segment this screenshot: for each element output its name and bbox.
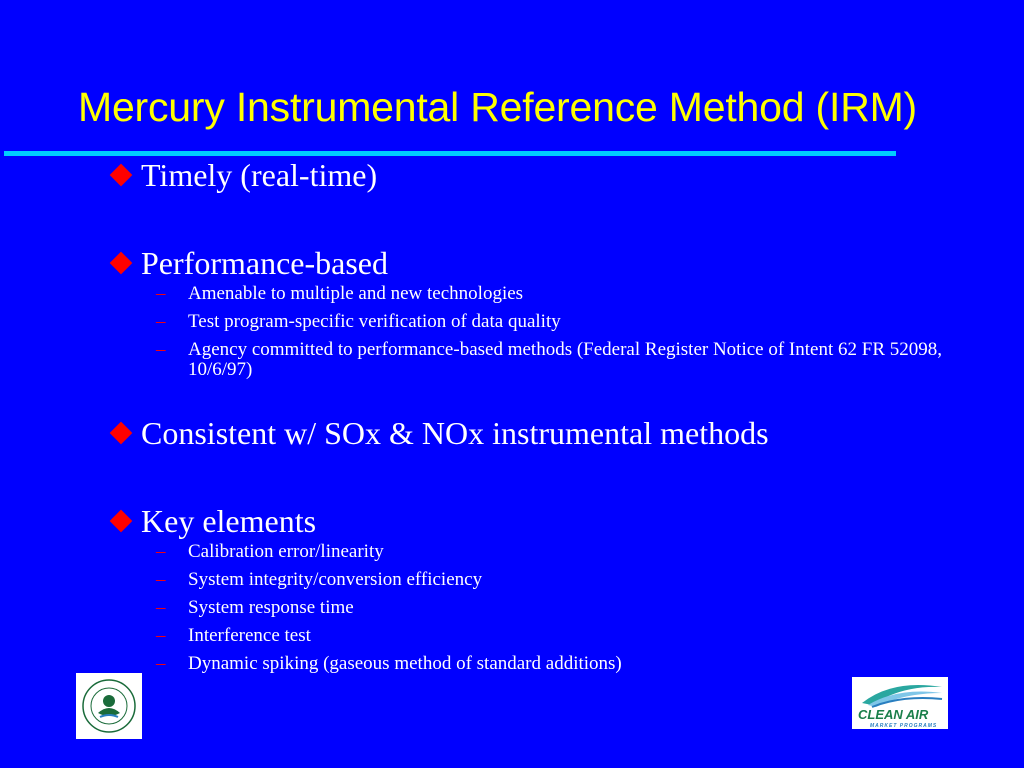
sub-bullet xyxy=(156,626,988,646)
dash-glyph: – xyxy=(156,653,166,674)
bullet-text: Timely (real-time) xyxy=(141,157,378,193)
epa-logo xyxy=(76,673,142,739)
sub-bullet xyxy=(156,542,988,562)
bullet-text: Consistent w/ SOx & NOx instrumental methods xyxy=(141,415,769,451)
sub-bullet-text: Interference test xyxy=(188,625,311,646)
dash-glyph: – xyxy=(156,339,166,360)
clean-air-wave-icon xyxy=(852,677,948,729)
diamond-bullet-icon xyxy=(110,422,133,445)
bullet-content xyxy=(108,156,988,682)
sub-bullet-text: Amenable to multiple and new technologies xyxy=(188,283,524,304)
bullet-item xyxy=(108,502,988,540)
sub-bullet-text: System integrity/conversion efficiency xyxy=(188,569,483,590)
clean-air-logo xyxy=(852,677,948,729)
dash-glyph: – xyxy=(156,311,166,332)
sub-bullet-list xyxy=(156,542,988,674)
sub-bullet-text: Agency committed to performance-based methods (Federal Register Notice of Intent 62 FR 52098, 10/6/97) xyxy=(188,339,942,380)
bullet-text: Performance-based xyxy=(141,245,388,281)
sub-bullet-text: System response time xyxy=(188,597,354,618)
sub-bullet-text: Calibration error/linearity xyxy=(188,541,384,562)
dash-glyph: – xyxy=(156,541,166,562)
sub-bullet-list xyxy=(156,284,988,380)
diamond-bullet-icon xyxy=(110,252,133,275)
sub-bullet xyxy=(156,340,988,380)
sub-bullet xyxy=(156,598,988,618)
dash-glyph: – xyxy=(156,569,166,590)
sub-bullet-text: Dynamic spiking (gaseous method of standard additions) xyxy=(188,653,622,674)
sub-bullet xyxy=(156,570,988,590)
diamond-bullet-icon xyxy=(110,510,133,533)
bullet-item xyxy=(108,414,988,452)
dash-glyph: – xyxy=(156,597,166,618)
clean-air-wordmark: CLEAN AIR xyxy=(858,707,929,722)
sub-bullet xyxy=(156,654,988,674)
sub-bullet xyxy=(156,312,988,332)
bullet-item xyxy=(108,244,988,282)
dash-glyph: – xyxy=(156,625,166,646)
bullet-text: Key elements xyxy=(141,503,317,539)
bullet-item xyxy=(108,156,988,194)
sub-bullet-text: Test program-specific verification of data quality xyxy=(188,311,561,332)
diamond-bullet-icon xyxy=(110,164,133,187)
slide-title: Mercury Instrumental Reference Method (IRM) xyxy=(78,84,918,130)
epa-seal-icon xyxy=(76,673,142,739)
dash-glyph: – xyxy=(156,283,166,304)
clean-air-tagline: MARKET PROGRAMS xyxy=(870,723,938,729)
sub-bullet xyxy=(156,284,988,304)
